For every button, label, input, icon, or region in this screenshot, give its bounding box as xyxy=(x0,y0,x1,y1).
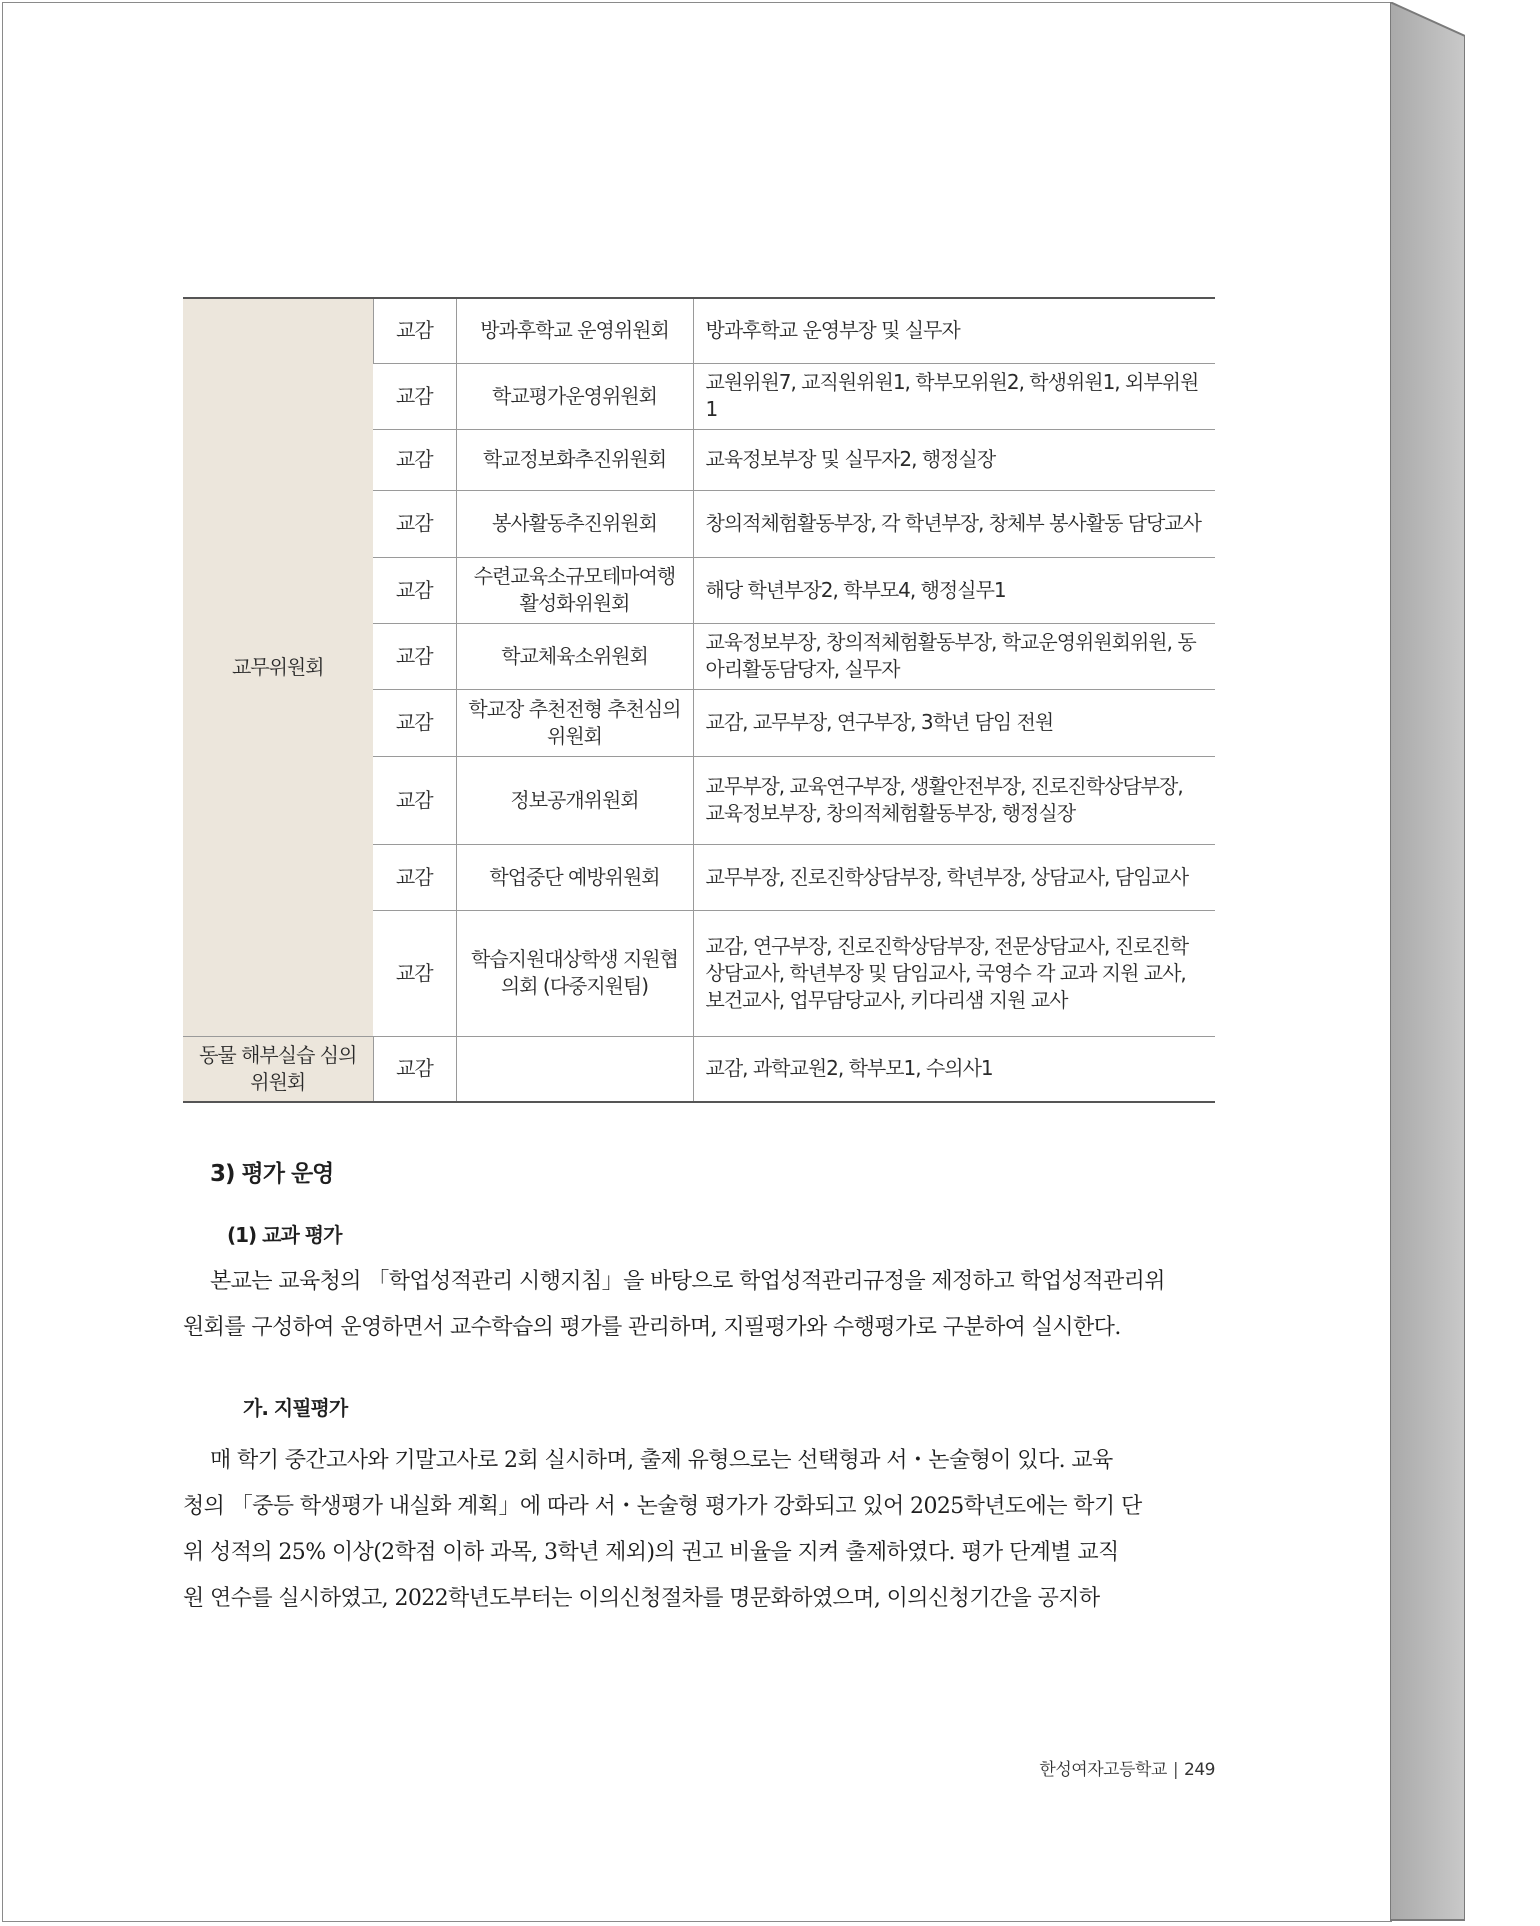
members-cell: 해당 학년부장2, 학부모4, 행정실무1 xyxy=(693,557,1215,623)
chair-cell: 교감 xyxy=(373,557,456,623)
committee-name-cell: 봉사활동추진위원회 xyxy=(456,490,693,557)
chair-cell: 교감 xyxy=(373,429,456,490)
paragraph-written-exam xyxy=(183,1438,1215,1622)
committee-name-cell: 학업중단 예방위원회 xyxy=(456,844,693,910)
committee-name-cell: 학교체육소위원회 xyxy=(456,623,693,689)
members-cell: 교감, 과학교원2, 학부모1, 수의사1 xyxy=(693,1036,1215,1102)
footer-school-name: 한성여자고등학교 xyxy=(1039,1760,1167,1780)
paragraph-line: 위 성적의 25% 이상(2학점 이하 과목, 3학년 제외)의 권고 비율을 지켜 출제하였다. 평가 단계별 교직 xyxy=(183,1540,1119,1565)
chair-cell: 교감 xyxy=(373,1036,456,1102)
book-edge xyxy=(1390,2,1465,1922)
page-footer xyxy=(1015,1755,1215,1780)
chair-cell: 교감 xyxy=(373,298,456,363)
chair-cell: 교감 xyxy=(373,756,456,844)
chair-cell: 교감 xyxy=(373,490,456,557)
chair-cell: 교감 xyxy=(373,910,456,1036)
paragraph-line: 원회를 구성하여 운영하면서 교수학습의 평가를 관리하며, 지필평가와 수행평가로 구분하여 실시한다. xyxy=(183,1315,1121,1340)
subsection-heading: (1) 교과 평가 xyxy=(227,1223,342,1247)
members-cell: 교감, 연구부장, 진로진학상담부장, 전문상담교사, 진로진학상담교사, 학년부장 및 담임교사, 국영수 각 교과 지원 교사, 보건교사, 업무담당교사, 키다리샘 지원 교사 xyxy=(693,910,1215,1036)
section-heading: 3) 평가 운영 xyxy=(210,1161,334,1187)
table-row xyxy=(183,298,1215,363)
members-cell: 교육정보부장 및 실무자2, 행정실장 xyxy=(693,429,1215,490)
committee-name-cell xyxy=(456,1036,693,1102)
page-number: 249 xyxy=(1184,1760,1215,1780)
committee-name-cell: 방과후학교 운영위원회 xyxy=(456,298,693,363)
committee-name-cell: 학교장 추천전형 추천심의 위원회 xyxy=(456,689,693,756)
category-cell: 교무위원회 xyxy=(183,298,373,1036)
table-row xyxy=(183,1036,1215,1102)
members-cell: 교원위원7, 교직원위원1, 학부모위원2, 학생위원1, 외부위원1 xyxy=(693,363,1215,429)
members-cell: 교무부장, 진로진학상담부장, 학년부장, 상담교사, 담임교사 xyxy=(693,844,1215,910)
committee-name-cell: 학습지원대상학생 지원협의회 (다중지원팀) xyxy=(456,910,693,1036)
sub-item-heading: 가. 지필평가 xyxy=(243,1396,348,1420)
members-cell: 창의적체험활동부장, 각 학년부장, 창체부 봉사활동 담당교사 xyxy=(693,490,1215,557)
paragraph-line: 청의 「중등 학생평가 내실화 계획」에 따라 서・논술형 평가가 강화되고 있어 2025학년도에는 학기 단 xyxy=(183,1494,1142,1519)
chair-cell: 교감 xyxy=(373,623,456,689)
paragraph-line: 매 학기 중간고사와 기말고사로 2회 실시하며, 출제 유형으로는 선택형과 서・논술형이 있다. 교육 xyxy=(210,1448,1113,1473)
chair-cell: 교감 xyxy=(373,844,456,910)
chair-cell: 교감 xyxy=(373,363,456,429)
members-cell: 교감, 교무부장, 연구부장, 3학년 담임 전원 xyxy=(693,689,1215,756)
category-cell: 동물 해부실습 심의위원회 xyxy=(183,1036,373,1102)
paragraph-evaluation xyxy=(183,1259,1215,1351)
committee-name-cell: 수련교육소규모테마여행 활성화위원회 xyxy=(456,557,693,623)
chair-cell: 교감 xyxy=(373,689,456,756)
committee-table xyxy=(183,297,1215,1103)
committee-name-cell: 학교정보화추진위원회 xyxy=(456,429,693,490)
members-cell: 교무부장, 교육연구부장, 생활안전부장, 진로진학상담부장, 교육정보부장, 창의적체험활동부장, 행정실장 xyxy=(693,756,1215,844)
members-cell: 교육정보부장, 창의적체험활동부장, 학교운영위원회위원, 동아리활동담당자, 실무자 xyxy=(693,623,1215,689)
committee-name-cell: 학교평가운영위원회 xyxy=(456,363,693,429)
footer-separator: | xyxy=(1172,1760,1179,1780)
paragraph-line: 본교는 교육청의 「학업성적관리 시행지침」을 바탕으로 학업성적관리규정을 제정하고 학업성적관리위 xyxy=(210,1269,1165,1294)
paragraph-line: 원 연수를 실시하였고, 2022학년도부터는 이의신청절차를 명문화하였으며, 이의신청기간을 공지하 xyxy=(183,1586,1100,1611)
committee-name-cell: 정보공개위원회 xyxy=(456,756,693,844)
members-cell: 방과후학교 운영부장 및 실무자 xyxy=(693,298,1215,363)
